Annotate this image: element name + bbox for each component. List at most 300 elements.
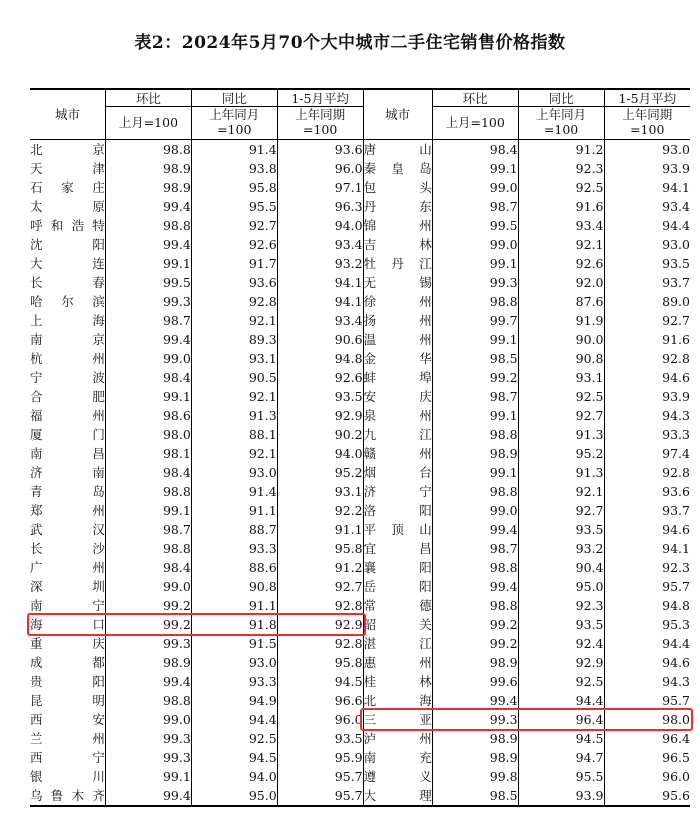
city-cell: 牡丹江 xyxy=(363,256,432,271)
city-cell: 湛江 xyxy=(363,636,432,651)
table-row xyxy=(30,691,690,710)
value-cell: 99.5 xyxy=(105,273,191,292)
value-cell: 93.6 xyxy=(604,482,690,501)
value-cell: 99.4 xyxy=(105,330,191,349)
value-cell: 93.1 xyxy=(191,349,277,368)
value-cell: 92.7 xyxy=(518,501,604,520)
table-row xyxy=(30,577,690,596)
value-cell: 91.2 xyxy=(518,140,604,160)
value-cell: 89.3 xyxy=(191,330,277,349)
value-cell: 98.8 xyxy=(105,216,191,235)
table-row xyxy=(30,254,690,273)
value-cell: 99.4 xyxy=(105,235,191,254)
city-cell: 长春 xyxy=(30,275,105,290)
city-cell: 惠州 xyxy=(363,655,432,670)
value-cell: 93.2 xyxy=(518,539,604,558)
value-cell: 99.0 xyxy=(432,178,518,197)
table-row xyxy=(30,634,690,653)
value-cell: 95.0 xyxy=(191,786,277,806)
value-cell: 99.3 xyxy=(105,729,191,748)
value-cell: 99.3 xyxy=(105,292,191,311)
table-row xyxy=(30,729,690,748)
value-cell: 92.5 xyxy=(518,672,604,691)
value-cell: 93.5 xyxy=(277,387,363,406)
city-cell: 合肥 xyxy=(30,389,105,404)
value-cell: 91.1 xyxy=(191,596,277,615)
value-cell: 99.4 xyxy=(432,577,518,596)
value-cell: 92.7 xyxy=(277,577,363,596)
value-cell: 99.4 xyxy=(105,786,191,806)
value-cell: 91.2 xyxy=(277,558,363,577)
value-cell: 99.2 xyxy=(432,615,518,634)
value-cell: 98.4 xyxy=(432,140,518,160)
value-cell: 89.0 xyxy=(604,292,690,311)
value-cell: 95.2 xyxy=(277,463,363,482)
value-cell: 94.6 xyxy=(604,653,690,672)
value-cell: 92.4 xyxy=(518,634,604,653)
city-cell: 北海 xyxy=(363,693,432,708)
value-cell: 92.3 xyxy=(518,159,604,178)
city-cell: 吉林 xyxy=(363,237,432,252)
value-cell: 98.6 xyxy=(105,406,191,425)
value-cell: 98.4 xyxy=(105,463,191,482)
table-body xyxy=(30,140,690,807)
yoy-header-left: 同比 xyxy=(191,89,277,107)
city-cell: 宁波 xyxy=(30,370,105,385)
city-cell: 西安 xyxy=(30,712,105,727)
value-cell: 92.7 xyxy=(518,406,604,425)
value-cell: 98.8 xyxy=(432,596,518,615)
value-cell: 96.5 xyxy=(604,748,690,767)
value-cell: 90.5 xyxy=(191,368,277,387)
value-cell: 92.5 xyxy=(518,387,604,406)
value-cell: 93.5 xyxy=(277,729,363,748)
value-cell: 94.6 xyxy=(604,520,690,539)
value-cell: 90.8 xyxy=(518,349,604,368)
value-cell: 95.8 xyxy=(277,653,363,672)
value-cell: 93.5 xyxy=(604,254,690,273)
value-cell: 88.1 xyxy=(191,425,277,444)
value-cell: 91.4 xyxy=(191,140,277,160)
city-cell: 哈尔滨 xyxy=(30,294,105,309)
value-cell: 92.3 xyxy=(518,596,604,615)
value-cell: 93.9 xyxy=(518,786,604,806)
city-cell: 金华 xyxy=(363,351,432,366)
value-cell: 92.8 xyxy=(277,634,363,653)
value-cell: 96.3 xyxy=(277,197,363,216)
value-cell: 99.1 xyxy=(432,406,518,425)
table-row xyxy=(30,292,690,311)
value-cell: 93.4 xyxy=(277,311,363,330)
value-cell: 92.6 xyxy=(191,235,277,254)
page-title: 表2：2024年5月70个大中城市二手住宅销售价格指数 xyxy=(134,33,566,53)
value-cell: 99.6 xyxy=(432,672,518,691)
value-cell: 99.2 xyxy=(432,634,518,653)
value-cell: 92.8 xyxy=(277,596,363,615)
city-cell: 济宁 xyxy=(363,484,432,499)
value-cell: 93.0 xyxy=(604,140,690,160)
table-row xyxy=(30,311,690,330)
value-cell: 94.8 xyxy=(277,349,363,368)
city-cell: 济南 xyxy=(30,465,105,480)
table-row xyxy=(30,786,690,806)
value-cell: 91.5 xyxy=(191,634,277,653)
value-cell: 98.7 xyxy=(432,197,518,216)
value-cell: 95.7 xyxy=(604,577,690,596)
city-cell: 青岛 xyxy=(30,484,105,499)
value-cell: 97.1 xyxy=(277,178,363,197)
value-cell: 96.6 xyxy=(277,691,363,710)
value-cell: 92.5 xyxy=(191,729,277,748)
value-cell: 94.5 xyxy=(518,729,604,748)
value-cell: 95.8 xyxy=(277,539,363,558)
table-row xyxy=(30,463,690,482)
table-row xyxy=(30,425,690,444)
city-cell: 兰州 xyxy=(30,731,105,746)
value-cell: 91.9 xyxy=(518,311,604,330)
city-cell: 包头 xyxy=(363,180,432,195)
yoy-header-right: 同比 xyxy=(518,89,604,107)
value-cell: 98.8 xyxy=(432,482,518,501)
value-cell: 95.0 xyxy=(518,577,604,596)
value-cell: 94.1 xyxy=(604,539,690,558)
value-cell: 99.1 xyxy=(432,463,518,482)
table-row xyxy=(30,235,690,254)
value-cell: 94.0 xyxy=(277,216,363,235)
value-cell: 92.1 xyxy=(518,482,604,501)
city-cell: 襄阳 xyxy=(363,560,432,575)
value-cell: 91.3 xyxy=(518,463,604,482)
value-cell: 92.1 xyxy=(191,387,277,406)
table-row xyxy=(30,596,690,615)
value-cell: 92.5 xyxy=(518,178,604,197)
city-cell: 烟台 xyxy=(363,465,432,480)
value-cell: 94.1 xyxy=(277,273,363,292)
value-cell: 99.2 xyxy=(432,368,518,387)
value-cell: 94.0 xyxy=(191,767,277,786)
value-cell: 98.4 xyxy=(105,368,191,387)
city-cell: 贵阳 xyxy=(30,674,105,689)
value-cell: 92.8 xyxy=(191,292,277,311)
value-cell: 93.9 xyxy=(604,387,690,406)
value-cell: 92.8 xyxy=(604,349,690,368)
table-row xyxy=(30,539,690,558)
city-cell: 重庆 xyxy=(30,636,105,651)
city-cell: 北京 xyxy=(30,142,105,157)
value-cell: 98.0 xyxy=(604,710,690,729)
value-cell: 92.1 xyxy=(191,444,277,463)
city-cell: 洛阳 xyxy=(363,503,432,518)
value-cell: 93.5 xyxy=(518,615,604,634)
value-cell: 90.8 xyxy=(191,577,277,596)
city-cell: 三亚 xyxy=(363,712,432,727)
city-cell: 南宁 xyxy=(30,598,105,613)
value-cell: 94.4 xyxy=(518,691,604,710)
value-cell: 98.9 xyxy=(432,444,518,463)
avg-base-right: 上年同期 =100 xyxy=(604,107,690,140)
value-cell: 99.3 xyxy=(105,748,191,767)
city-cell: 武汉 xyxy=(30,522,105,537)
value-cell: 99.2 xyxy=(105,596,191,615)
value-cell: 97.4 xyxy=(604,444,690,463)
value-cell: 92.6 xyxy=(277,368,363,387)
value-cell: 98.8 xyxy=(432,425,518,444)
table-row xyxy=(30,273,690,292)
city-header-left: 城市 xyxy=(30,89,105,140)
city-cell: 海口 xyxy=(30,617,105,632)
city-cell: 天津 xyxy=(30,161,105,176)
table-row xyxy=(30,558,690,577)
value-cell: 93.3 xyxy=(191,672,277,691)
value-cell: 93.7 xyxy=(604,501,690,520)
value-cell: 93.6 xyxy=(191,273,277,292)
value-cell: 95.7 xyxy=(277,786,363,806)
value-cell: 93.1 xyxy=(277,482,363,501)
table-row xyxy=(30,197,690,216)
value-cell: 90.0 xyxy=(518,330,604,349)
value-cell: 95.5 xyxy=(191,197,277,216)
value-cell: 98.1 xyxy=(105,444,191,463)
table-row xyxy=(30,767,690,786)
table-row xyxy=(30,520,690,539)
value-cell: 98.8 xyxy=(432,558,518,577)
value-cell: 94.4 xyxy=(604,634,690,653)
value-cell: 99.1 xyxy=(432,330,518,349)
value-cell: 99.1 xyxy=(432,254,518,273)
city-cell: 泸州 xyxy=(363,731,432,746)
value-cell: 93.1 xyxy=(518,368,604,387)
value-cell: 92.2 xyxy=(277,501,363,520)
value-cell: 93.8 xyxy=(191,159,277,178)
value-cell: 94.5 xyxy=(277,672,363,691)
city-cell: 杭州 xyxy=(30,351,105,366)
table-row xyxy=(30,748,690,767)
table-row xyxy=(30,653,690,672)
yoy-base-left: 上年同月 =100 xyxy=(191,107,277,140)
value-cell: 91.1 xyxy=(277,520,363,539)
value-cell: 96.0 xyxy=(604,767,690,786)
value-cell: 98.4 xyxy=(105,558,191,577)
avg-base-left: 上年同期 =100 xyxy=(277,107,363,140)
value-cell: 95.2 xyxy=(518,444,604,463)
city-cell: 呼和浩特 xyxy=(30,218,105,233)
value-cell: 94.3 xyxy=(604,406,690,425)
table-row xyxy=(30,159,690,178)
value-cell: 99.4 xyxy=(432,520,518,539)
city-cell: 扬州 xyxy=(363,313,432,328)
value-cell: 92.6 xyxy=(518,254,604,273)
value-cell: 99.0 xyxy=(105,710,191,729)
value-cell: 93.4 xyxy=(518,216,604,235)
city-cell: 银川 xyxy=(30,769,105,784)
value-cell: 88.6 xyxy=(191,558,277,577)
value-cell: 94.8 xyxy=(604,596,690,615)
table-row xyxy=(30,349,690,368)
value-cell: 94.5 xyxy=(191,748,277,767)
value-cell: 98.8 xyxy=(105,539,191,558)
city-cell: 西宁 xyxy=(30,750,105,765)
value-cell: 99.1 xyxy=(105,254,191,273)
value-cell: 91.8 xyxy=(191,615,277,634)
value-cell: 91.6 xyxy=(604,330,690,349)
value-cell: 99.0 xyxy=(105,349,191,368)
city-cell: 深圳 xyxy=(30,579,105,594)
city-cell: 南充 xyxy=(363,750,432,765)
value-cell: 95.7 xyxy=(604,691,690,710)
value-cell: 93.0 xyxy=(191,653,277,672)
value-cell: 93.2 xyxy=(277,254,363,273)
table-row xyxy=(30,140,690,160)
value-cell: 99.1 xyxy=(432,159,518,178)
value-cell: 92.0 xyxy=(518,273,604,292)
value-cell: 99.1 xyxy=(105,767,191,786)
value-cell: 92.1 xyxy=(518,235,604,254)
value-cell: 94.9 xyxy=(191,691,277,710)
value-cell: 99.1 xyxy=(105,387,191,406)
city-cell: 成都 xyxy=(30,655,105,670)
mom-base-left: 上月=100 xyxy=(105,107,191,140)
value-cell: 88.7 xyxy=(191,520,277,539)
value-cell: 96.4 xyxy=(604,729,690,748)
city-cell: 温州 xyxy=(363,332,432,347)
city-cell: 石家庄 xyxy=(30,180,105,195)
mom-header-left: 环比 xyxy=(105,89,191,107)
city-cell: 蚌埠 xyxy=(363,370,432,385)
mom-base-right: 上月=100 xyxy=(432,107,518,140)
value-cell: 98.9 xyxy=(432,748,518,767)
city-cell: 乌鲁木齐 xyxy=(30,786,105,806)
value-cell: 98.8 xyxy=(105,691,191,710)
value-cell: 87.6 xyxy=(518,292,604,311)
city-cell: 大连 xyxy=(30,256,105,271)
city-cell: 唐山 xyxy=(363,140,432,160)
table-row xyxy=(30,615,690,634)
city-cell: 宜昌 xyxy=(363,541,432,556)
city-cell: 赣州 xyxy=(363,446,432,461)
value-cell: 90.2 xyxy=(277,425,363,444)
table-row xyxy=(30,444,690,463)
city-cell: 遵义 xyxy=(363,769,432,784)
city-cell: 九江 xyxy=(363,427,432,442)
value-cell: 91.4 xyxy=(191,482,277,501)
table-row xyxy=(30,178,690,197)
value-cell: 98.7 xyxy=(105,311,191,330)
value-cell: 92.9 xyxy=(277,406,363,425)
value-cell: 94.6 xyxy=(604,368,690,387)
value-cell: 93.3 xyxy=(191,539,277,558)
value-cell: 91.1 xyxy=(191,501,277,520)
city-cell: 上海 xyxy=(30,313,105,328)
table-row xyxy=(30,672,690,691)
value-cell: 99.4 xyxy=(105,197,191,216)
value-cell: 94.0 xyxy=(277,444,363,463)
value-cell: 95.5 xyxy=(518,767,604,786)
value-cell: 98.9 xyxy=(432,729,518,748)
value-cell: 95.3 xyxy=(604,615,690,634)
price-index-table xyxy=(30,88,690,807)
city-cell: 福州 xyxy=(30,408,105,423)
table-row xyxy=(30,330,690,349)
value-cell: 99.3 xyxy=(432,273,518,292)
city-cell: 广州 xyxy=(30,560,105,575)
city-cell: 南京 xyxy=(30,332,105,347)
city-cell: 常德 xyxy=(363,598,432,613)
value-cell: 93.3 xyxy=(604,425,690,444)
value-cell: 95.9 xyxy=(277,748,363,767)
city-cell: 昆明 xyxy=(30,693,105,708)
city-cell: 郑州 xyxy=(30,503,105,518)
value-cell: 92.9 xyxy=(277,615,363,634)
city-cell: 岳阳 xyxy=(363,579,432,594)
value-cell: 91.6 xyxy=(518,197,604,216)
value-cell: 93.6 xyxy=(277,140,363,160)
value-cell: 99.3 xyxy=(432,710,518,729)
table-row xyxy=(30,710,690,729)
value-cell: 90.4 xyxy=(518,558,604,577)
value-cell: 99.1 xyxy=(105,501,191,520)
value-cell: 93.4 xyxy=(277,235,363,254)
value-cell: 95.7 xyxy=(277,767,363,786)
value-cell: 93.5 xyxy=(518,520,604,539)
value-cell: 92.8 xyxy=(604,463,690,482)
city-cell: 安庆 xyxy=(363,389,432,404)
value-cell: 98.9 xyxy=(432,653,518,672)
value-cell: 94.4 xyxy=(191,710,277,729)
value-cell: 99.0 xyxy=(105,577,191,596)
value-cell: 94.1 xyxy=(277,292,363,311)
city-cell: 桂林 xyxy=(363,674,432,689)
value-cell: 99.8 xyxy=(432,767,518,786)
value-cell: 99.0 xyxy=(432,235,518,254)
value-cell: 98.8 xyxy=(105,482,191,501)
table-row xyxy=(30,406,690,425)
value-cell: 96.0 xyxy=(277,159,363,178)
value-cell: 99.7 xyxy=(432,311,518,330)
value-cell: 99.0 xyxy=(432,501,518,520)
value-cell: 98.8 xyxy=(432,292,518,311)
table-row xyxy=(30,216,690,235)
value-cell: 91.3 xyxy=(191,406,277,425)
value-cell: 96.0 xyxy=(277,710,363,729)
value-cell: 99.4 xyxy=(432,691,518,710)
value-cell: 92.3 xyxy=(604,558,690,577)
city-cell: 太原 xyxy=(30,199,105,214)
value-cell: 92.9 xyxy=(518,653,604,672)
value-cell: 93.7 xyxy=(604,273,690,292)
value-cell: 90.6 xyxy=(277,330,363,349)
avg-header-left: 1-5月平均 xyxy=(277,89,363,107)
value-cell: 98.9 xyxy=(105,178,191,197)
value-cell: 92.7 xyxy=(191,216,277,235)
value-cell: 94.7 xyxy=(518,748,604,767)
table-row xyxy=(30,387,690,406)
value-cell: 98.0 xyxy=(105,425,191,444)
city-cell: 无锡 xyxy=(363,275,432,290)
value-cell: 98.7 xyxy=(432,387,518,406)
value-cell: 91.7 xyxy=(191,254,277,273)
city-cell: 丹东 xyxy=(363,199,432,214)
city-cell: 韶关 xyxy=(363,617,432,632)
value-cell: 93.0 xyxy=(604,235,690,254)
value-cell: 93.0 xyxy=(191,463,277,482)
value-cell: 94.1 xyxy=(604,178,690,197)
table-row xyxy=(30,482,690,501)
value-cell: 98.8 xyxy=(105,140,191,160)
value-cell: 98.7 xyxy=(105,520,191,539)
value-cell: 96.4 xyxy=(518,710,604,729)
table-row xyxy=(30,501,690,520)
value-cell: 94.3 xyxy=(604,672,690,691)
